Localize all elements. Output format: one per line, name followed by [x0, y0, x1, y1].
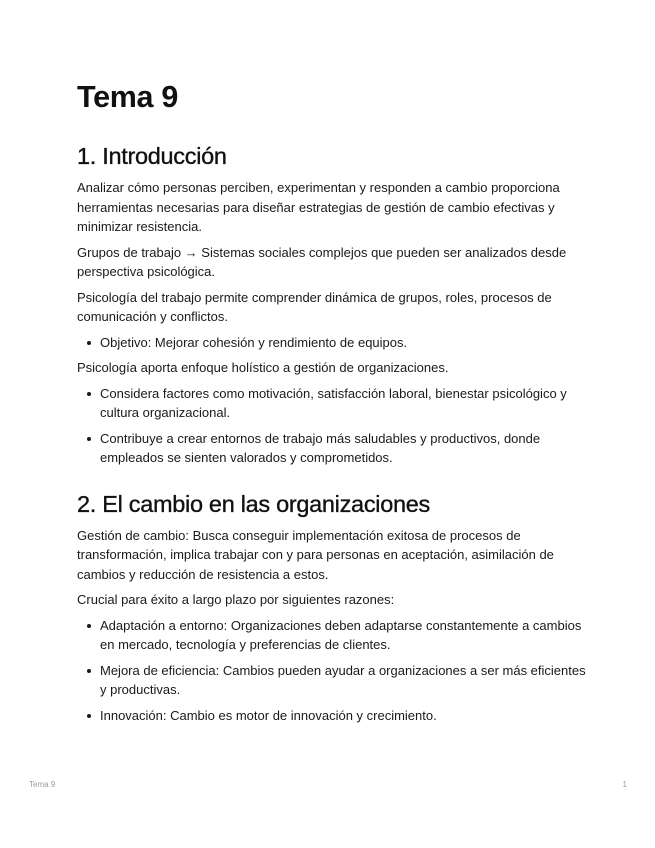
- paragraph: Grupos de trabajo → Sistemas sociales complejos que pueden ser analizados desde perspectiva psicológica.: [77, 244, 567, 279]
- paragraph: Crucial para éxito a largo plazo por siguientes razones:: [77, 592, 395, 607]
- list-item-text: Innovación: Cambio es motor de innovación y crecimiento.: [100, 707, 437, 723]
- section-heading-introduccion: 1. Introducción: [77, 143, 227, 169]
- bullet-dot-icon: [87, 437, 91, 441]
- bullet-dot-icon: [87, 714, 91, 718]
- paragraph: Psicología del trabajo permite comprender dinámica de grupos, roles, procesos de comunicación y conflictos.: [77, 289, 552, 324]
- list-item-text: Mejora de eficiencia: Cambios pueden ayudar a organizaciones a ser más eficientes y productivas.: [100, 662, 586, 697]
- paragraph: Analizar cómo personas perciben, experimentan y responden a cambio proporciona herramientas necesarias para diseñar estrategias de gestión de cambio efectivas y minimizar resistencia.: [77, 180, 560, 234]
- list-item: [77, 429, 587, 468]
- paragraph: Gestión de cambio: Busca conseguir implementación exitosa de procesos de transformación, implica trabajar con y para personas en aceptación, asimilación de cambios y reducción de resistencia a estos.: [77, 527, 554, 582]
- bullet-dot-icon: [87, 624, 91, 628]
- list-item-text: Objetivo: Mejorar cohesión y rendimiento de equipos.: [100, 334, 408, 350]
- bullet-dot-icon: [87, 669, 91, 673]
- bullet-list: [77, 384, 587, 468]
- bullet-dot-icon: [87, 392, 91, 396]
- list-item: [77, 616, 587, 655]
- list-item: [77, 333, 587, 353]
- document-body: [77, 78, 587, 725]
- paragraph: Psicología aporta enfoque holístico a gestión de organizaciones.: [77, 360, 449, 375]
- bullet-dot-icon: [87, 341, 91, 345]
- section-heading-cambio-organizaciones: 2. El cambio en las organizaciones: [77, 490, 430, 517]
- footer-document-name: Tema 9: [29, 780, 56, 789]
- list-item: [77, 706, 587, 726]
- bullet-list: [77, 333, 587, 353]
- document-title: Tema 9: [77, 80, 179, 114]
- list-item-text: Adaptación a entorno: Organizaciones deben adaptarse constantemente a cambios en mercado, tecnología y preferencias de clientes.: [100, 617, 582, 652]
- list-item-text: Considera factores como motivación, satisfacción laboral, bienestar psicológico y cultura organizacional.: [100, 385, 567, 420]
- list-item: [77, 661, 587, 700]
- bullet-list: [77, 616, 587, 726]
- list-item-text: Contribuye a crear entornos de trabajo más saludables y productivos, donde empleados se sienten valorados y comprometidos.: [100, 430, 541, 465]
- footer-page-number: 1: [622, 780, 627, 789]
- list-item: [77, 384, 587, 423]
